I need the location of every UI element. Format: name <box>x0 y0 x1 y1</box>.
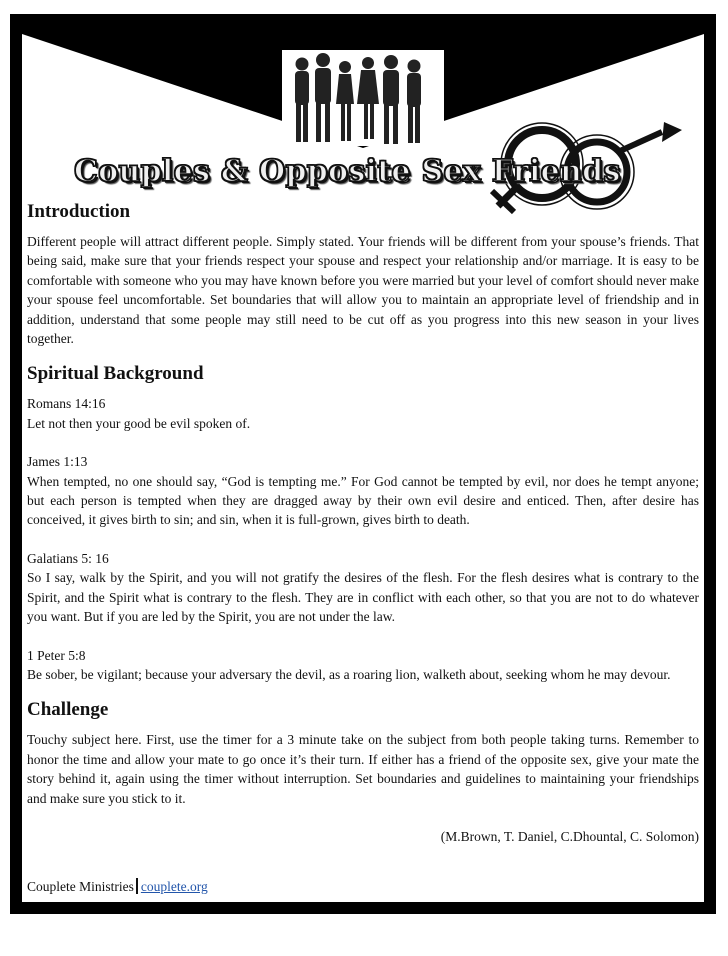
verse-reference: Romans 14:16 <box>27 396 106 412</box>
challenge-heading: Challenge <box>27 699 109 721</box>
page-content-area <box>22 26 704 902</box>
verse-block <box>27 394 699 433</box>
introduction-heading: Introduction <box>27 201 131 222</box>
spiritual-background-section <box>27 362 699 684</box>
verse-text: When tempted, no one should say, “God is tempting me.” For God cannot be tempted by evil, nor does he tempt anyone; but each person is tempted when they are dragged away by their own evil desire and enticed. Then, after desire has conceived, it gives birth to sin; and sin, when it is full-grown, gives birth to death. <box>27 473 699 528</box>
footer-link[interactable]: couplete.org <box>140 879 208 894</box>
introduction-text: Different people will attract different people. Simply stated. Your friends will be different from your spouse’s friends. That being said, make sure that your friends respect your spouse and respect your relationship and/or marriage. It is easy to be comfortable with someone who you may have known before you were married but your level of comfort should never make your spouse feel uncomfortable. Set boundaries that will allow you to maintain an appropriate level of friendship and in addition, understand that some people may still need to be cut off as you progress into this new season in your lives together. <box>27 234 699 347</box>
verse-block <box>27 452 699 530</box>
footer-separator <box>136 878 138 894</box>
verse-reference: Galatians 5: 16 <box>27 550 109 566</box>
page-title: Couples & Opposite Sex Friends <box>74 154 621 189</box>
footer-org: Couplete Ministries <box>27 879 134 894</box>
spiritual-background-heading: Spiritual Background <box>27 363 204 385</box>
introduction-section <box>27 200 699 348</box>
verse-block <box>27 646 699 685</box>
page-frame <box>10 14 716 914</box>
footer <box>27 878 208 896</box>
verse-text: So I say, walk by the Spirit, and you will not gratify the desires of the flesh. For the flesh desires what is contrary to the Spirit, and the Spirit what is contrary to the flesh. They are in conflict with each other, so that you are not to do whatever you want. But if you are led by the Spirit, you are not under the law. <box>27 570 699 625</box>
verse-reference: 1 Peter 5:8 <box>27 647 86 663</box>
header-artwork <box>22 26 704 226</box>
challenge-section <box>27 698 699 846</box>
verse-reference: James 1:13 <box>27 454 88 470</box>
challenge-text: Touchy subject here. First, use the timer for a 3 minute take on the subject from both people taking turns. Remember to honor the time and allow your mate to go once it’s their turn. If either has a friend of the opposite sex, give your mate the story behind it, again using the timer without interruption. Set boundaries and guidelines to maintaining your friendships and make sure you stick to it. <box>27 732 699 806</box>
author-credits: (M.Brown, T. Daniel, C.Dhountal, C. Solomon) <box>440 828 699 844</box>
verse-text: Let not then your good be evil spoken of. <box>27 415 251 431</box>
verse-block <box>27 549 699 627</box>
document-body <box>27 200 699 846</box>
verse-text: Be sober, be vigilant; because your adversary the devil, as a roaring lion, walketh about, seeking whom he may devour. <box>27 666 671 682</box>
